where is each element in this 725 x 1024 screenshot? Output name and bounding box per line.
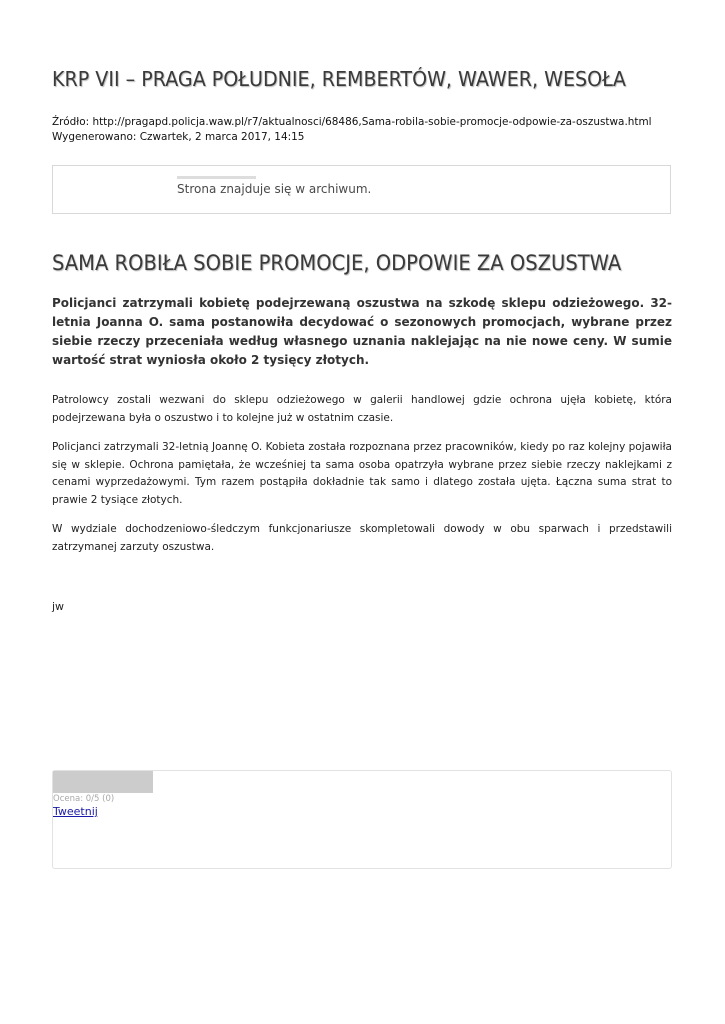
rating-panel <box>52 770 672 869</box>
rating-score: Ocena: 0/5 (0) <box>53 794 115 804</box>
site-title: KRP VII – PRAGA POŁUDNIE, REMBERTÓW, WAWER, WESOŁA <box>52 67 626 91</box>
archive-notice <box>52 165 671 214</box>
article-lead: Policjanci zatrzymali kobietę podejrzewaną oszustwa na szkodę sklepu odzieżowego. 32-letnia Joanna O. sama postanowiła decydować o sezonowych promocjach, wybrane przez siebie rzeczy przeceniała według własnego uznania naklejając na nie nowe ceny. W sumie wartość strat wyniosła około 2 tysięcy złotych. <box>52 296 672 367</box>
article-title: SAMA ROBIŁA SOBIE PROMOCJE, ODPOWIE ZA OSZUSTWA <box>52 251 622 275</box>
article-paragraph: Policjanci zatrzymali 32-letnią Joannę O. Kobieta została rozpoznana przez pracowników, kiedy po raz kolejny pojawiła się w sklepie. Ochrona pamiętała, że wcześniej ta sama osoba opatrzyła wybrane przez siebie rzeczy naklejkami z cenami wyprzedażowymi. Tym razem postąpiła dokładnie tak samo i dlatego została ujęta. Łączna suma strat to prawie 2 tysiące złotych. <box>52 441 672 506</box>
generated-date-line: Wygenerowano: Czwartek, 2 marca 2017, 14:15 <box>52 130 305 143</box>
tweet-link[interactable]: Tweetnij <box>53 805 98 818</box>
archive-notice-bar <box>177 176 256 179</box>
source-url-line: Źródło: http://pragapd.policja.waw.pl/r7/aktualnosci/68486,Sama-robila-sobie-promocje-odpowie-za-oszustwa.html <box>52 115 652 128</box>
document-meta <box>52 114 692 144</box>
archive-notice-text: Strona znajduje się w archiwum. <box>177 182 372 196</box>
rating-stars-bar[interactable] <box>53 771 153 793</box>
author-signature: jw <box>52 600 65 613</box>
article-paragraph: Patrolowcy zostali wezwani do sklepu odzieżowego w galerii handlowej gdzie ochrona ujęła kobietę, która podejrzewana była o oszustwo i to kolejne już w ostatnim czasie. <box>52 394 672 424</box>
article-paragraph: W wydziale dochodzeniowo-śledczym funkcjonariusze skompletowali dowody w obu sparwach i przedstawili zatrzymanej zarzuty oszustwa. <box>52 523 672 553</box>
